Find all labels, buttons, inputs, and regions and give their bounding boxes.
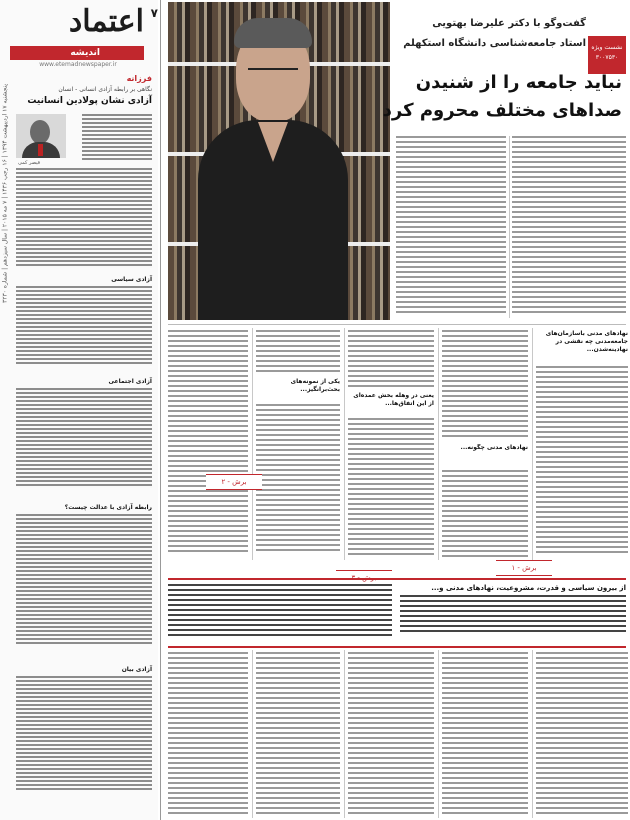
pullquote-left (168, 584, 392, 642)
body-col-5 (168, 330, 248, 560)
bottom-divider-1 (532, 650, 533, 818)
section-label-2: برش - ۲ (206, 474, 262, 490)
badge-label: نشست ویژه (591, 44, 623, 51)
sidebar-subkicker: نگاهی بر رابطه آزادی انسانی - انسان (58, 86, 152, 93)
col-divider-2 (438, 328, 439, 560)
page-number: ۷ (150, 6, 158, 20)
lead-column-left (396, 136, 506, 318)
pullquote-left-text (168, 584, 392, 642)
body-col-1-text (536, 366, 628, 556)
sidebar-subhead-4: آزادی بیان (121, 666, 152, 673)
body-col-3b (348, 418, 434, 560)
lead-column-right (512, 136, 626, 318)
sidebar-body-4 (16, 514, 152, 664)
bottom-col-2 (442, 652, 528, 818)
question-3: یعنی در وهله بخش عمده‌ای از این اتفاق‌ها... (353, 392, 434, 407)
body-col-3 (348, 330, 434, 388)
body-col-4 (256, 330, 340, 374)
interview-line: گفت‌وگو با دکتر علیرضا بهتویی (432, 18, 586, 29)
bottom-col-4 (256, 652, 340, 818)
sidebar (0, 0, 158, 820)
headline-line-1: نباید جامعه را از شنیدن (415, 72, 622, 93)
masthead (8, 4, 158, 48)
pullquote-lead: از بیرون سیاسی و قدرت، مشروعیت، نهادهای مدنی و... (431, 584, 626, 592)
question-1: نهادهای مدنی باسازمان‌های جامعه‌مدنی چه نقشی در نهادینه‌شدن... (545, 330, 628, 353)
bottom-col-5 (168, 652, 248, 818)
interview-line-2: استاد جامعه‌شناسی دانشگاه استکهلم (403, 38, 586, 49)
interviewee-photo (168, 2, 390, 320)
site-url: www.etemadnewspaper.ir (39, 61, 117, 68)
question-4: یکی از نمونه‌های بحث‌برانگیز... (290, 378, 340, 393)
col-divider-3 (344, 328, 345, 560)
sidebar-headline: آزادی نشان پولادین انسانیت (27, 96, 152, 106)
body-col-4b (256, 404, 340, 560)
pullquote-text (400, 595, 626, 639)
sidebar-body-3 (16, 388, 152, 502)
pullquote (400, 584, 626, 642)
special-badge (588, 36, 626, 74)
date-line: پنجشنبه ۱۷ اردیبهشت ۱۳۹۴ | ۱۶ رجب ۱۴۳۶ | ۷ مه ۲۰۱۵ | سال سیزدهم | شماره ۳۲۳۰ (1, 84, 9, 303)
sidebar-body-1 (16, 168, 152, 276)
body-col-1 (536, 330, 628, 560)
sidebar-subhead-3: رابطه آزادی با عدالت چیست؟ (64, 504, 152, 511)
sidebar-kicker: فرزانه (126, 74, 152, 83)
badge-number: ۳۰۰۷۵۳۰ (595, 54, 619, 61)
body-col-2b (442, 470, 528, 560)
section-title: اندیشه (70, 48, 100, 58)
pullquote-top-rule (168, 578, 626, 580)
sidebar-divider (160, 0, 161, 820)
col-divider-4 (252, 328, 253, 560)
photo-bottom-rule (168, 324, 626, 325)
pullquote-bottom-rule (168, 646, 626, 648)
newspaper-logo: اعتماد (68, 4, 144, 39)
author-caption: قیصر کمی (18, 160, 41, 166)
sidebar-body-2 (16, 286, 152, 376)
sidebar-subhead-1: آزادی سیاسی (111, 276, 152, 283)
headline-line-2: صداهای مختلف محروم کرد (382, 100, 622, 121)
col-divider-1 (532, 328, 533, 560)
bottom-col-1 (536, 652, 628, 818)
question-2: نهادهای مدنی چگونه... (460, 444, 528, 451)
lead-divider (509, 136, 510, 318)
sidebar-intro-text (82, 114, 152, 166)
bottom-col-3 (348, 652, 434, 818)
bottom-divider-4 (252, 650, 253, 818)
author-photo (16, 114, 66, 158)
section-label-1: برش - ۱ (496, 560, 552, 576)
sidebar-body-5 (16, 676, 152, 816)
bottom-divider-3 (344, 650, 345, 818)
bottom-divider-2 (438, 650, 439, 818)
section-band (10, 46, 144, 60)
body-col-2 (442, 330, 528, 440)
sidebar-subhead-2: آزادی اجتماعی (108, 378, 152, 385)
date-strip (0, 0, 10, 400)
